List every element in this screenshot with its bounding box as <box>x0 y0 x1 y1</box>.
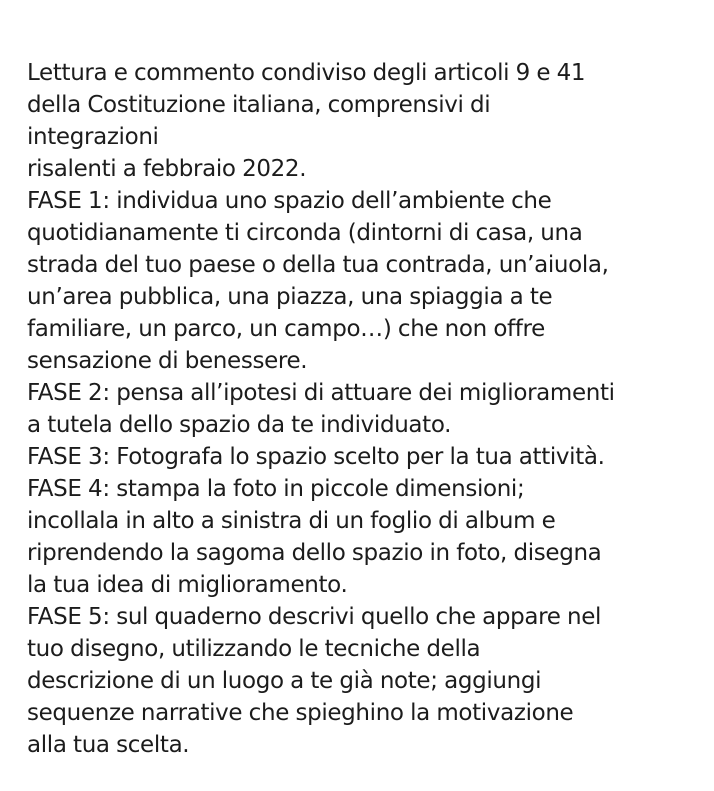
fase-3-line: FASE 3: Fotografa lo spazio scelto per la tua attività. <box>27 444 605 470</box>
fase-1-line: FASE 1: individua uno spazio dell’ambiente che <box>27 188 552 214</box>
text-line: tuo disegno, utilizzando le tecniche della <box>27 636 481 662</box>
text-line: la tua idea di miglioramento. <box>27 572 348 598</box>
text-line: incollala in alto a sinistra di un foglio di album e <box>27 508 556 534</box>
text-line: risalenti a febbraio 2022. <box>27 156 307 182</box>
text-line: un’area pubblica, una piazza, una spiaggia a te <box>27 284 553 310</box>
text-line: alla tua scelta. <box>27 732 190 758</box>
fase-5-line: FASE 5: sul quaderno descrivi quello che appare nel <box>27 604 602 630</box>
text-line: strada del tuo paese o della tua contrada, un’aiuola, <box>27 252 609 278</box>
text-line: familiare, un parco, un campo…) che non offre <box>27 316 545 342</box>
text-line: della Costituzione italiana, comprensivi di <box>27 92 491 118</box>
fase-4-line: FASE 4: stampa la foto in piccole dimensioni; <box>27 476 525 502</box>
text-line: a tutela dello spazio da te individuato. <box>27 412 452 438</box>
text-line: riprendendo la sagoma dello spazio in foto, disegna <box>27 540 602 566</box>
text-line: descrizione di un luogo a te già note; aggiungi <box>27 668 542 694</box>
document-text <box>27 57 707 761</box>
text-line: Lettura e commento condiviso degli articoli 9 e 41 <box>27 60 586 86</box>
text-line: integrazioni <box>27 124 159 150</box>
text-line: quotidianamente ti circonda (dintorni di casa, una <box>27 220 583 246</box>
text-line: sensazione di benessere. <box>27 348 308 374</box>
text-line: sequenze narrative che spieghino la motivazione <box>27 700 574 726</box>
fase-2-line: FASE 2: pensa all’ipotesi di attuare dei miglioramenti <box>27 380 615 406</box>
